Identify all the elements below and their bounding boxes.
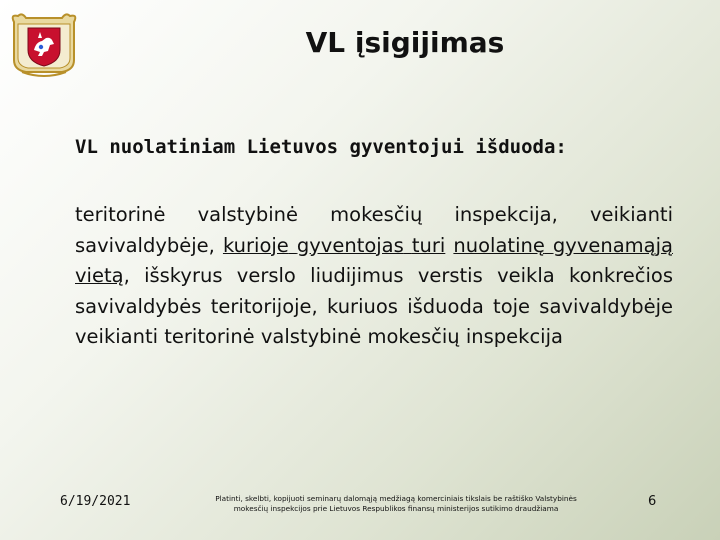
body-text-part: , išskyrus verslo liudijimus verstis veikla konkrečios savivaldybės teritorijoje, kuriuos išduoda toje savivaldybėje veikianti teritorinė valstybinė mokesčių inspekcija [75, 264, 673, 348]
underlined-word: vietą [75, 264, 124, 287]
underlined-space [545, 234, 553, 257]
footer-date: 6/19/2021 [60, 494, 131, 509]
underlined-word: kurioje [222, 233, 289, 257]
slide-title: VL įsigijimas [305, 26, 505, 59]
underlined-word: nuolatinę [453, 233, 545, 257]
slide-subtitle: VL nuolatiniam Lietuvos gyventojui išduoda: [75, 136, 567, 158]
underlined-word: gyventojas [296, 233, 404, 257]
footer-disclaimer-line: mokesčių inspekcijos prie Lietuvos Respublikos finansų ministerijos sutikimo draudžiama [233, 503, 559, 513]
footer-disclaimer-line: Platinti, skelbti, kopijuoti seminarų dalomąją medžiagą komerciniais tikslais be raštiško Valstybinės [215, 494, 577, 503]
footer-disclaimer [190, 494, 602, 513]
page-number: 6 [648, 494, 657, 509]
body-paragraph [75, 200, 673, 353]
underlined-word: gyvenamąją [552, 233, 673, 257]
underlined-space [404, 234, 412, 257]
underlined-word: turi [411, 233, 446, 257]
body-text-part: teritorinė valstybinė mokesčių inspekcija, veikianti savivaldybėje, [75, 203, 673, 257]
underlined-space [289, 234, 297, 257]
